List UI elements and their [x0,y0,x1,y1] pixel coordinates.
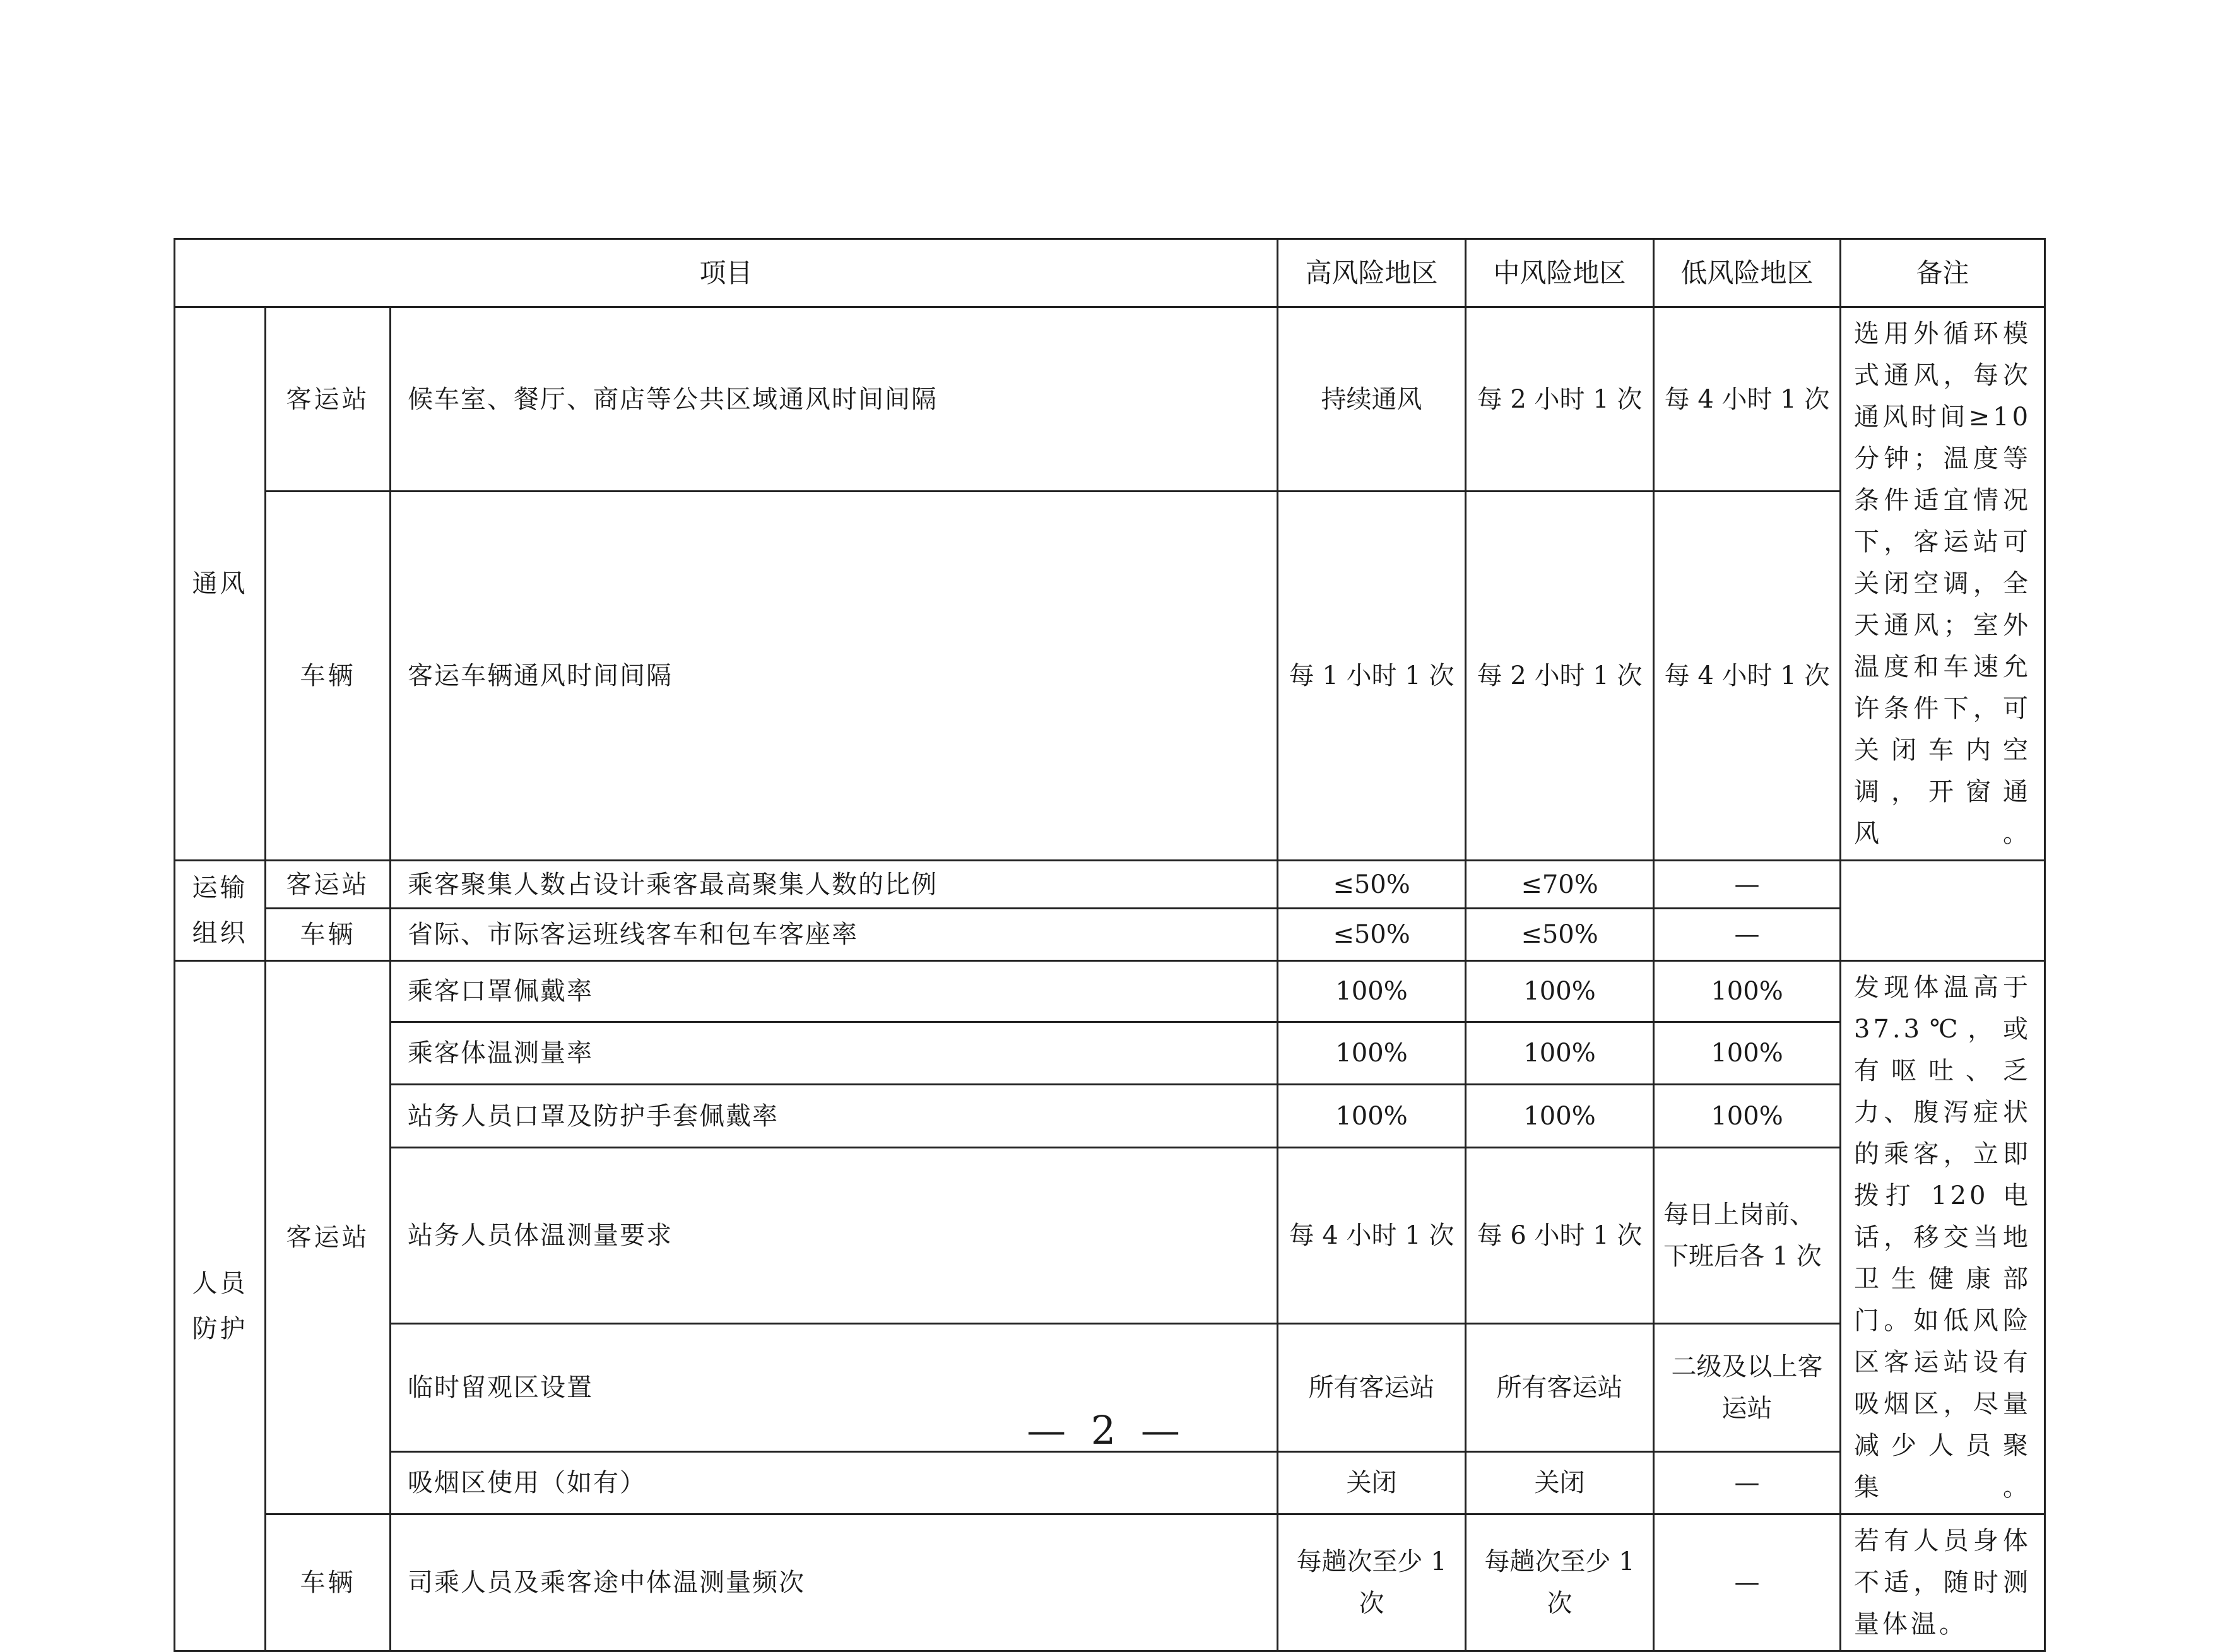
header-high-risk: 高风险地区 [1278,239,1466,307]
note-protection-vehicle: 若有人员身体不适，随时测量体温。 [1841,1514,2045,1651]
table-row [175,1148,2045,1324]
low-risk-cell: 每 4 小时 1 次 [1654,492,1841,861]
group-protection: 人员防护 [175,961,266,1651]
mid-risk-cell: 关闭 [1466,1451,1654,1514]
low-risk-cell: 每 4 小时 1 次 [1654,307,1841,492]
mid-risk-cell: 100% [1466,1022,1654,1084]
high-risk-cell: 100% [1278,1084,1466,1148]
table-row [175,1022,2045,1084]
low-risk-cell: — [1654,1514,1841,1651]
header-row [175,239,2045,307]
mid-risk-cell: ≤50% [1466,909,1654,961]
high-risk-cell: 每趟次至少 1 次 [1278,1514,1466,1651]
table-row [175,492,2045,861]
table-row [175,909,2045,961]
low-risk-cell: 二级及以上客运站 [1654,1323,1841,1451]
low-risk-cell: — [1654,909,1841,961]
low-risk-cell: 100% [1654,1022,1841,1084]
sub-vehicle: 车辆 [266,1514,391,1651]
item-cell: 吸烟区使用（如有） [391,1451,1278,1514]
sub-vehicle: 车辆 [266,909,391,961]
mid-risk-cell: 每 2 小时 1 次 [1466,492,1654,861]
item-cell: 客运车辆通风时间间隔 [391,492,1278,861]
sub-station: 客运站 [266,861,391,909]
group-transport: 运输组织 [175,861,266,961]
header-note: 备注 [1841,239,2045,307]
high-risk-cell: 每 1 小时 1 次 [1278,492,1466,861]
header-low-risk: 低风险地区 [1654,239,1841,307]
note-transport [1841,861,2045,961]
mid-risk-cell: 100% [1466,961,1654,1022]
low-risk-cell: — [1654,861,1841,909]
high-risk-cell: ≤50% [1278,909,1466,961]
high-risk-cell: 所有客运站 [1278,1323,1466,1451]
item-cell: 司乘人员及乘客途中体温测量频次 [391,1514,1278,1651]
item-cell: 乘客体温测量率 [391,1022,1278,1084]
high-risk-cell: 关闭 [1278,1451,1466,1514]
page-number: — 2 — [1027,1407,1186,1453]
table-row [175,1514,2045,1651]
mid-risk-cell: 100% [1466,1084,1654,1148]
high-risk-cell: 100% [1278,961,1466,1022]
low-risk-cell: 100% [1654,1084,1841,1148]
header-item: 项目 [175,239,1278,307]
note-ventilation: 选用外循环模式通风，每次通风时间≥10 分钟；温度等条件适宜情况下，客运站可关闭空调，全天通风；室外温度和车速允许条件下，可关闭车内空调，开窗通风。 [1841,307,2045,861]
item-cell: 站务人员口罩及防护手套佩戴率 [391,1084,1278,1148]
table-row [175,961,2045,1022]
item-cell: 省际、市际客运班线客车和包车客座率 [391,909,1278,961]
table-row [175,307,2045,492]
mid-risk-cell: 每 6 小时 1 次 [1466,1148,1654,1324]
sub-vehicle: 车辆 [266,492,391,861]
item-cell: 乘客口罩佩戴率 [391,961,1278,1022]
low-risk-cell: — [1654,1451,1841,1514]
header-mid-risk: 中风险地区 [1466,239,1654,307]
mid-risk-cell: 所有客运站 [1466,1323,1654,1451]
high-risk-cell: 每 4 小时 1 次 [1278,1148,1466,1324]
mid-risk-cell: 每 2 小时 1 次 [1466,307,1654,492]
low-risk-cell: 100% [1654,961,1841,1022]
table-row [175,1451,2045,1514]
item-cell: 临时留观区设置 [391,1323,1278,1451]
high-risk-cell: 100% [1278,1022,1466,1084]
item-cell: 站务人员体温测量要求 [391,1148,1278,1324]
sub-station: 客运站 [266,307,391,492]
item-cell: 乘客聚集人数占设计乘客最高聚集人数的比例 [391,861,1278,909]
mid-risk-cell: 每趟次至少 1 次 [1466,1514,1654,1651]
note-protection-station: 发现体温高于37.3℃，或有呕吐、乏力、腹泻症状的乘客，立即拨打 120 电话，移交当地卫生健康部门。如低风险区客运站设有吸烟区，尽量减少人员聚集。 [1841,961,2045,1514]
low-risk-cell: 每日上岗前、下班后各 1 次 [1654,1148,1841,1324]
mid-risk-cell: ≤70% [1466,861,1654,909]
table-row [175,861,2045,909]
high-risk-cell: ≤50% [1278,861,1466,909]
table-row [175,1084,2045,1148]
high-risk-cell: 持续通风 [1278,307,1466,492]
sub-station: 客运站 [266,961,391,1514]
item-cell: 候车室、餐厅、商店等公共区域通风时间间隔 [391,307,1278,492]
group-ventilation: 通风 [175,307,266,861]
